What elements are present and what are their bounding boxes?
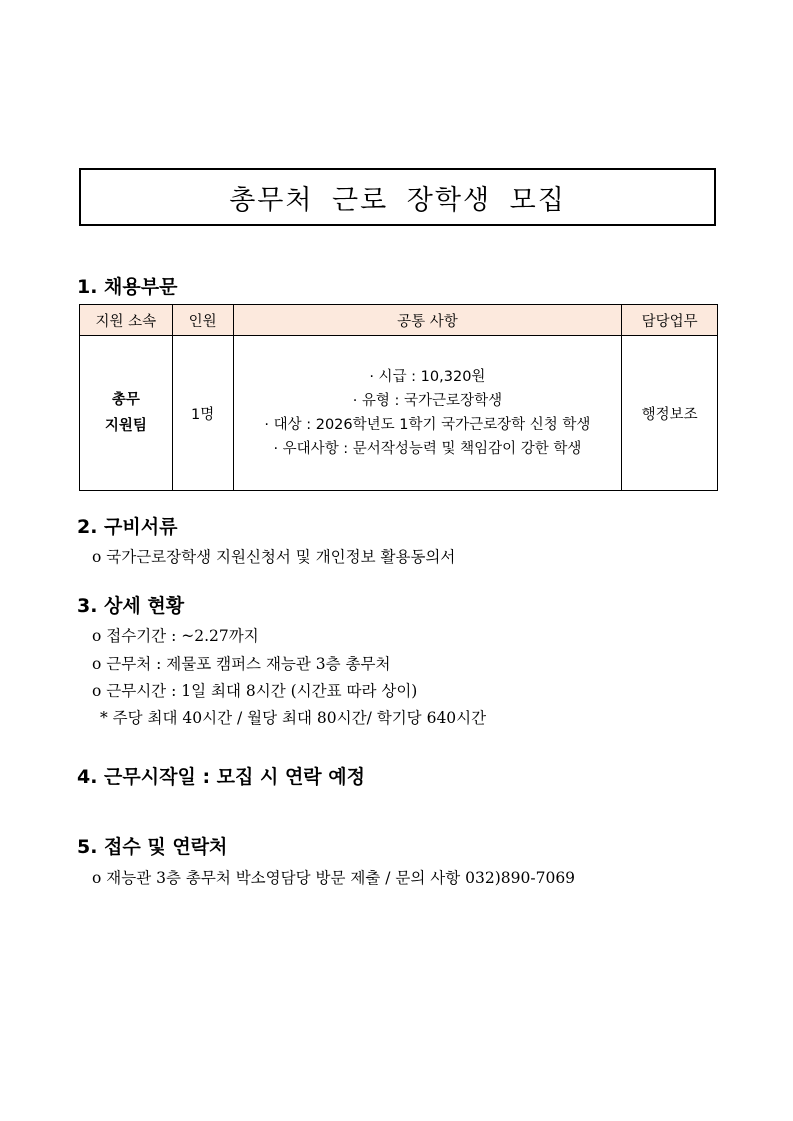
section5-heading: 5. 접수 및 연락처: [77, 836, 228, 858]
dept-line2: 지원팀: [104, 418, 147, 434]
section1-heading: 1. 채용부문: [77, 276, 178, 298]
period-item: o 접수기간 : ~2.27까지: [92, 627, 259, 645]
header-count: 인원: [172, 305, 233, 336]
section4-heading: 4. 근무시작일 : 모집 시 연락 예정: [77, 766, 365, 788]
page-title: 총무처 근로 장학생 모집: [229, 184, 566, 216]
cell-common: [233, 336, 622, 491]
table-row: [80, 336, 718, 491]
workplace-item: o 근무처 : 제물포 캠퍼스 재능관 3층 총무처: [92, 655, 391, 673]
documents-item: o 국가근로장학생 지원신청서 및 개인정보 활용동의서: [92, 548, 456, 566]
table-header-row: [80, 305, 718, 336]
hours-note: * 주당 최대 40시간 / 월당 최대 80시간/ 학기당 640시간: [100, 709, 487, 727]
header-common: 공통 사항: [233, 305, 622, 336]
cell-duty: 행정보조: [622, 336, 718, 491]
dept-line1: 총무: [111, 392, 140, 408]
section3-heading: 3. 상세 현황: [77, 595, 185, 617]
cell-dept: [80, 336, 173, 491]
common-target: · 대상 : 2026학년도 1학기 국가근로장학 신청 학생: [264, 417, 591, 433]
common-wage: · 시급 : 10,320원: [369, 369, 486, 385]
contact-item: o 재능관 3층 총무처 박소영담당 방문 제출 / 문의 사항 032)890-7069: [92, 869, 576, 887]
header-dept: 지원 소속: [80, 305, 173, 336]
common-type: · 유형 : 국가근로장학생: [352, 393, 503, 409]
recruit-table: [79, 304, 718, 491]
title-box: [79, 168, 716, 226]
hours-item: o 근무시간 : 1일 최대 8시간 (시간표 따라 상이): [92, 682, 418, 700]
header-duty: 담당업무: [622, 305, 718, 336]
section2-heading: 2. 구비서류: [77, 516, 178, 538]
cell-count: 1명: [172, 336, 233, 491]
common-preference: · 우대사항 : 문서작성능력 및 책임감이 강한 학생: [273, 441, 582, 457]
